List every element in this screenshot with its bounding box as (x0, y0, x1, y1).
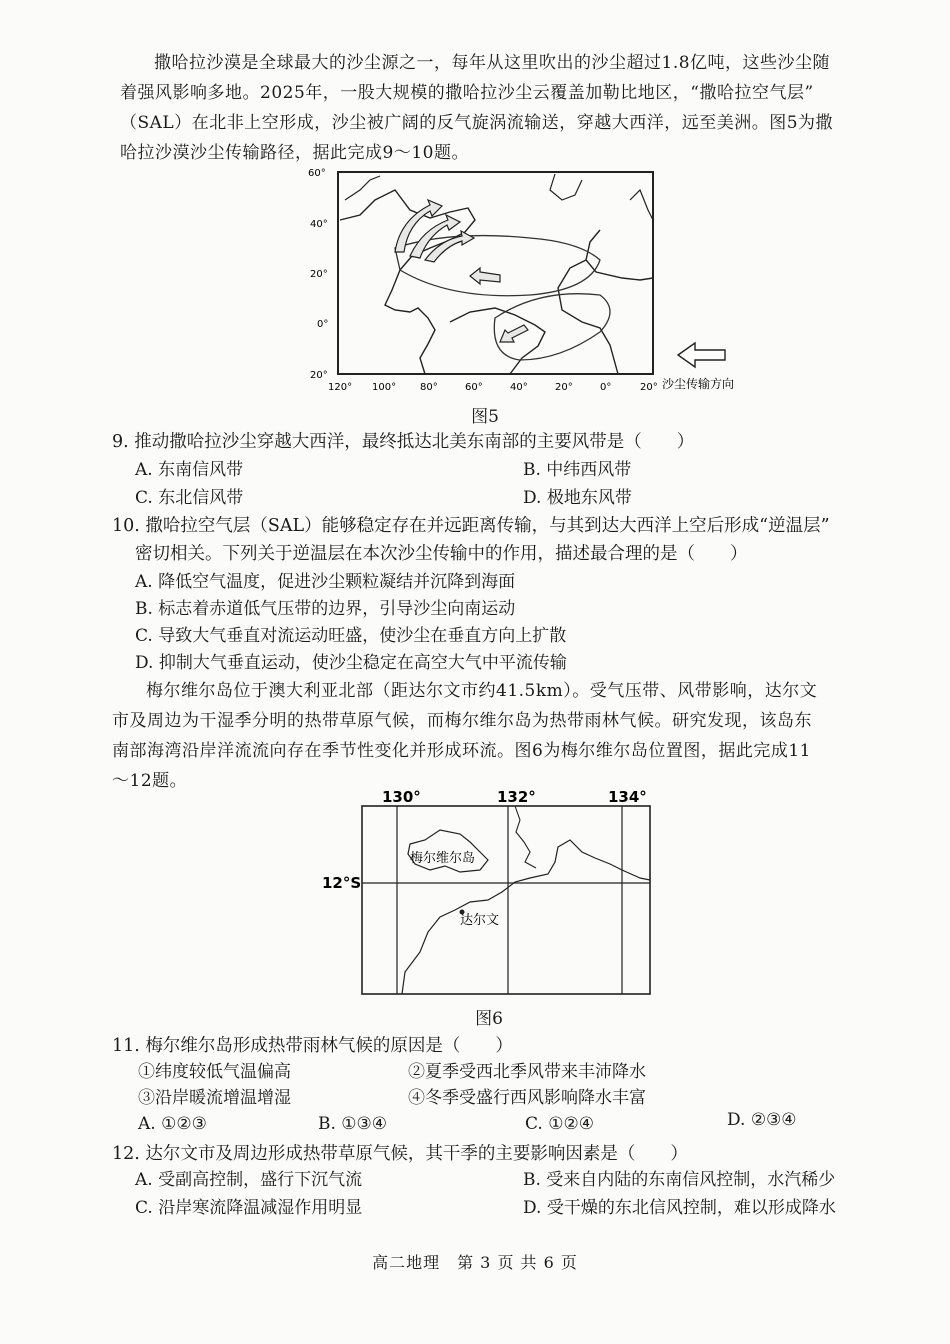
q11-item-2: ②夏季受西北季风带来丰沛降水 (408, 1062, 646, 1082)
passage-1-line: 哈拉沙漠沙尘传输路径，据此完成9～10题。 (120, 143, 469, 163)
passage-2-line: 梅尔维尔岛位于澳大利亚北部（距达尔文市约41.5km）。受气压带、风带影响，达尔文 (146, 681, 818, 701)
passage-1-line: 着强风影响多地。2025年，一股大规模的撒哈拉沙尘云覆盖加勒比地区，“撒哈拉空气层” (120, 83, 814, 103)
question-11-stem: 11. 梅尔维尔岛形成热带雨林气候的原因是（ ） (112, 1036, 513, 1056)
passage-2-line: 南部海湾沿岸洋流流向存在季节性变化并形成环流。图6为梅尔维尔岛位置图，据此完成11 (112, 741, 811, 761)
q9-option-b: B. 中纬西风带 (523, 460, 632, 480)
legend-label: 沙尘传输方向 (662, 377, 735, 391)
q12-option-d: D. 受干燥的东北信风控制，难以形成降水 (523, 1198, 836, 1218)
q11-item-3: ③沿岸暖流增温增湿 (138, 1088, 291, 1108)
passage-2-line: ～12题。 (112, 771, 188, 791)
q12-option-a: A. 受副高控制，盛行下沉气流 (135, 1170, 363, 1190)
passage-1-line: 撒哈拉沙漠是全球最大的沙尘源之一，每年从这里吹出的沙尘超过1.8亿吨，这些沙尘随 (154, 53, 831, 73)
question-10-stem-cont: 密切相关。下列关于逆温层在本次沙尘传输中的作用，描述最合理的是（ ） (135, 544, 748, 564)
q10-option-c: C. 导致大气垂直对流运动旺盛，使沙尘在垂直方向上扩散 (135, 626, 567, 646)
coast-line (345, 176, 380, 200)
lon-label: 20° (555, 382, 573, 393)
lon-label: 0° (600, 382, 612, 393)
q9-option-a: A. 东南信风带 (135, 460, 244, 480)
map-frame (338, 172, 653, 374)
page-footer: 高二地理 第 3 页 共 6 页 (372, 1253, 578, 1272)
q11-option-b: B. ①③④ (318, 1114, 388, 1134)
dust-envelope (494, 294, 610, 360)
question-9-stem: 9. 推动撒哈拉沙尘穿越大西洋，最终抵达北美东南部的主要风带是（ ） (112, 432, 695, 452)
q12-option-b: B. 受来自内陆的东南信风控制，水汽稀少 (523, 1170, 836, 1190)
europe-coast (550, 174, 582, 200)
lat-label: 12°S (322, 874, 362, 892)
island-label: 梅尔维尔岛 (410, 851, 476, 866)
passage-2-line: 市及周边为干湿季分明的热带草原气候，而梅尔维尔岛为热带雨林气候。研究发现，该岛东 (112, 711, 812, 731)
lat-label: 20° (310, 370, 328, 381)
question-12-stem: 12. 达尔文市及周边形成热带草原气候，其干季的主要影响因素是（ ） (112, 1144, 688, 1164)
coast-line (630, 190, 653, 220)
figure-6-caption: 图6 (475, 1009, 503, 1029)
lat-label: 60° (308, 168, 326, 179)
q9-option-d: D. 极地东风带 (523, 488, 632, 508)
passage-1-line: （SAL）在北非上空形成，沙尘被广阔的反气旋涡流输送，穿越大西洋，远至美洲。图5为撒 (120, 113, 834, 133)
q11-option-d: D. ②③④ (727, 1110, 797, 1130)
figure-6-map (310, 782, 670, 1002)
lon-label: 80° (420, 382, 438, 393)
lon-label: 132° (497, 788, 536, 806)
q12-option-c: C. 沿岸寒流降温减湿作用明显 (135, 1198, 363, 1218)
africa-north-coast (586, 230, 653, 280)
lat-label: 40° (310, 219, 328, 230)
q10-option-b: B. 标志着赤道低气压带的边界，引导沙尘向南运动 (135, 599, 516, 619)
q11-option-a: A. ①②③ (138, 1114, 207, 1134)
q11-item-4: ④冬季受盛行西风影响降水丰富 (408, 1088, 646, 1108)
q9-option-c: C. 东北信风带 (135, 488, 244, 508)
north-america-coast (340, 190, 475, 374)
dust-flow-arrows (395, 200, 528, 342)
coast-line (515, 806, 536, 868)
lon-label: 120° (328, 382, 353, 393)
lon-label: 130° (382, 788, 421, 806)
lon-label: 40° (510, 382, 528, 393)
lon-label: 20° (640, 382, 658, 393)
lat-label: 0° (317, 319, 329, 330)
q10-option-d: D. 抑制大气垂直运动，使沙尘稳定在高空大气中平流传输 (135, 653, 567, 673)
q11-item-1: ①纬度较低气温偏高 (138, 1062, 291, 1082)
city-label: 达尔文 (460, 913, 500, 928)
question-10-stem: 10. 撒哈拉空气层（SAL）能够稳定存在并远距离传输，与其到达大西洋上空后形成“逆温层” (112, 516, 830, 536)
passage-1 (120, 48, 880, 168)
figure-5-map (300, 160, 770, 400)
south-america-coast (450, 308, 545, 374)
lon-label: 60° (465, 382, 483, 393)
lon-label: 100° (372, 382, 397, 393)
map-frame (362, 806, 650, 994)
q10-option-a: A. 降低空气温度，促进沙尘颗粒凝结并沉降到海面 (135, 572, 516, 592)
lat-label: 20° (310, 269, 328, 280)
q11-option-c: C. ①②④ (525, 1114, 594, 1134)
lon-label: 134° (608, 788, 647, 806)
passage-2 (112, 676, 887, 796)
legend-arrow-icon (678, 343, 725, 367)
figure-5-caption: 图5 (471, 407, 499, 427)
